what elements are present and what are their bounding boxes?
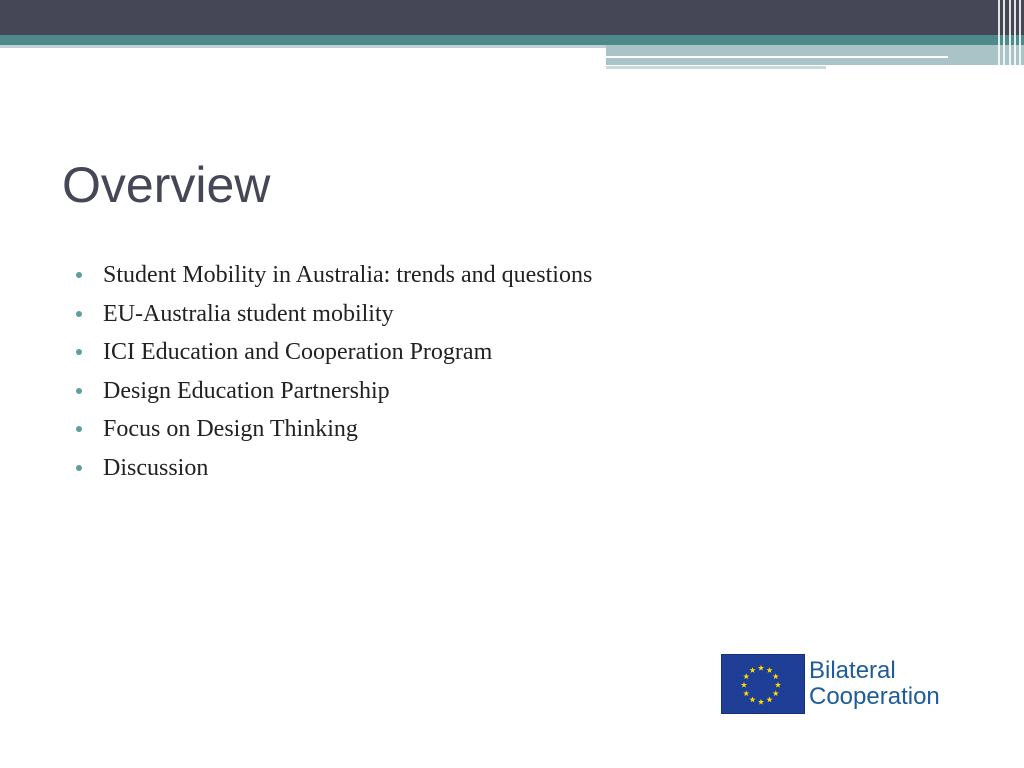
bullet-text: Focus on Design Thinking: [103, 416, 358, 442]
bullet-dot-icon: [76, 272, 82, 278]
bullet-dot-icon: [76, 426, 82, 432]
logo-text: [809, 658, 940, 710]
bullet-list: [76, 259, 592, 490]
bullet-dot-icon: [76, 349, 82, 355]
eu-star-icon: [766, 697, 772, 703]
bullet-text: Student Mobility in Australia: trends and questions: [103, 262, 593, 288]
header-accent-line-lower: [606, 66, 826, 69]
bilateral-cooperation-logo: [721, 654, 953, 714]
bullet-text: EU-Australia student mobility: [103, 300, 394, 327]
eu-star-icon: [749, 667, 755, 673]
eu-star-icon: [743, 673, 749, 679]
logo-line-2: Cooperation: [809, 683, 940, 710]
eu-star-icon: [741, 682, 747, 688]
eu-star-icon: [773, 690, 779, 696]
bullet-item: [76, 413, 592, 452]
header-accent-panel: [606, 45, 1024, 65]
eu-star-icon: [758, 665, 764, 671]
eu-star-icon: [766, 667, 772, 673]
bullet-text: ICI Education and Cooperation Program: [103, 339, 493, 365]
bullet-item: [76, 259, 592, 298]
bullet-dot-icon: [76, 311, 82, 317]
header-dark-bar: [0, 0, 1024, 35]
header-thin-line: [0, 45, 606, 48]
bullet-item: [76, 375, 592, 414]
eu-flag-icon: [721, 654, 805, 714]
bullet-dot-icon: [76, 388, 82, 394]
eu-star-icon: [775, 682, 781, 688]
bullet-dot-icon: [76, 465, 82, 471]
eu-star-icon: [749, 697, 755, 703]
bullet-text: Design Education Partnership: [103, 377, 390, 404]
bullet-item: [76, 336, 592, 375]
slide-title: Overview: [62, 157, 271, 213]
header-stripes: [994, 0, 1024, 72]
bullet-item: [76, 298, 592, 337]
logo-line-1: Bilateral: [809, 657, 896, 684]
eu-star-icon: [743, 690, 749, 696]
header-teal-bar: [0, 35, 1024, 45]
eu-star-icon: [773, 673, 779, 679]
eu-star-icon: [758, 699, 764, 705]
bullet-text: Discussion: [103, 454, 209, 481]
bullet-item: [76, 452, 592, 491]
header-accent-line: [606, 56, 948, 58]
